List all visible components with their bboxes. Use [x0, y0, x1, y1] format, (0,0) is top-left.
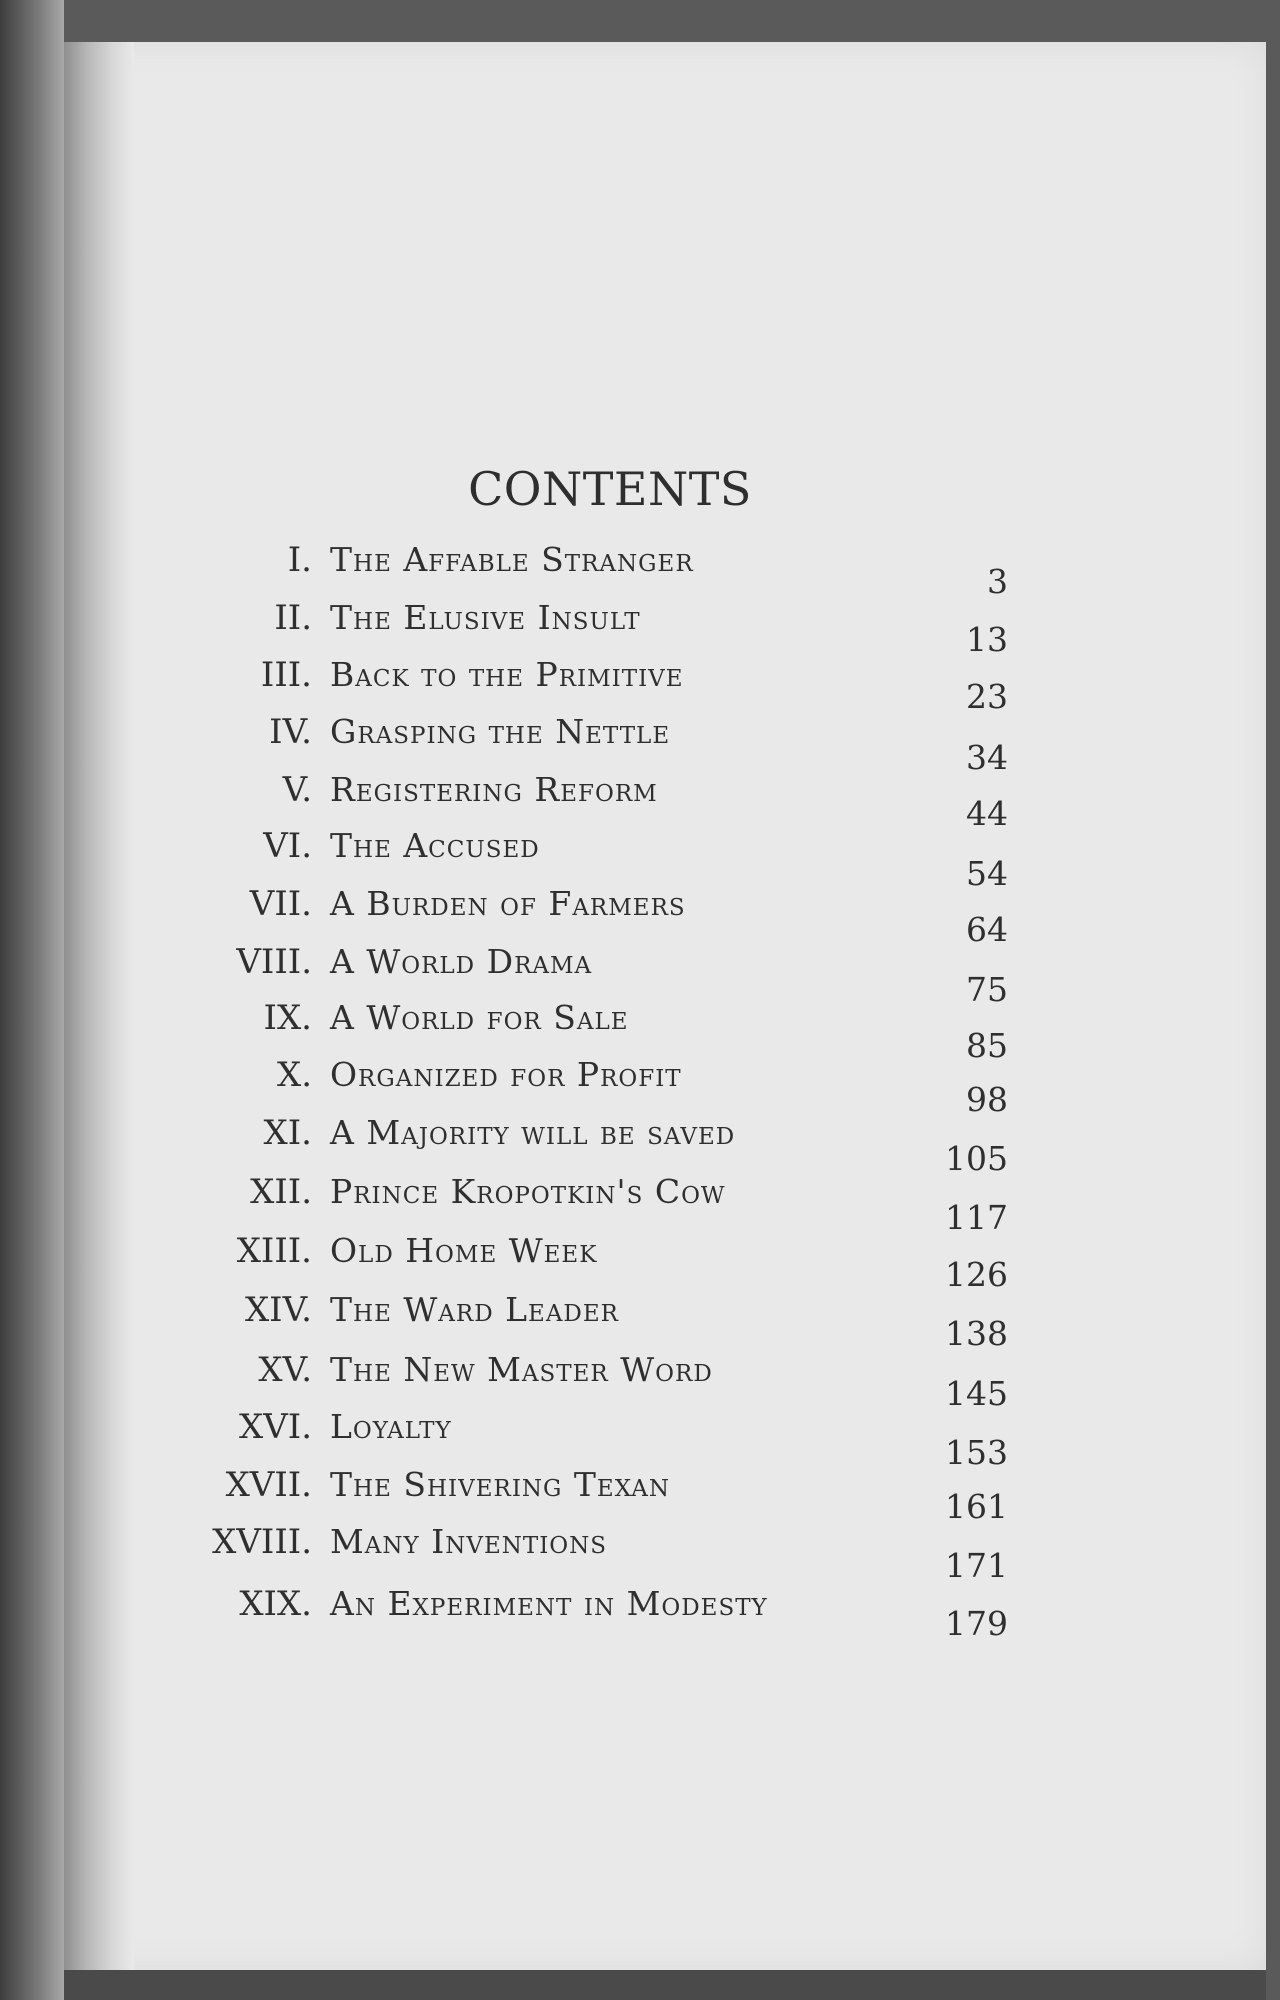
page-number: 23: [966, 677, 1008, 716]
chapter-numeral: VI.: [263, 826, 312, 866]
toc-entry[interactable]: [0, 1290, 1280, 1353]
chapter-numeral: VII.: [249, 884, 312, 924]
chapter-title: The New Master Word: [330, 1350, 713, 1389]
chapter-title: Registering Reform: [330, 770, 658, 809]
chapter-numeral: VIII.: [236, 942, 312, 982]
toc-entry[interactable]: [0, 826, 1280, 893]
chapter-numeral: III.: [260, 655, 312, 695]
page-number: 117: [945, 1198, 1008, 1237]
chapter-numeral: XII.: [250, 1172, 312, 1212]
chapter-numeral: XIX.: [239, 1584, 312, 1624]
toc-entry[interactable]: [0, 1584, 1280, 1644]
chapter-numeral: XIII.: [236, 1231, 312, 1271]
toc-entry[interactable]: [0, 1113, 1280, 1178]
chapter-title: A World Drama: [330, 942, 593, 981]
chapter-numeral: IX.: [263, 998, 312, 1038]
chapter-title: The Affable Stranger: [330, 540, 694, 579]
chapter-title: An Experiment in Modesty: [330, 1584, 768, 1623]
page-number: 153: [945, 1433, 1008, 1472]
page-number: 171: [945, 1546, 1008, 1585]
page-number: 54: [966, 854, 1008, 893]
toc-entry[interactable]: [0, 1055, 1280, 1119]
page-number: 138: [945, 1314, 1008, 1353]
chapter-numeral: XVIII.: [212, 1522, 312, 1562]
chapter-numeral: IV.: [269, 712, 312, 752]
page-number: 145: [945, 1374, 1008, 1413]
toc-entry[interactable]: [0, 942, 1280, 1009]
page-title: CONTENTS: [468, 462, 752, 516]
chapter-title: The Elusive Insult: [330, 598, 641, 637]
page-number: 98: [966, 1080, 1008, 1119]
page-number: 64: [966, 910, 1008, 949]
page-number: 75: [966, 970, 1008, 1009]
toc-entry[interactable]: [0, 540, 1280, 600]
chapter-title: Loyalty: [330, 1407, 452, 1446]
page-number: 44: [966, 794, 1008, 833]
chapter-numeral: II.: [274, 598, 312, 638]
page-number: 161: [945, 1487, 1008, 1526]
page-number: 3: [987, 562, 1008, 601]
chapter-numeral: I.: [287, 540, 312, 580]
page-number: 34: [966, 738, 1008, 777]
toc-entry[interactable]: [0, 1465, 1280, 1525]
chapter-title: The Ward Leader: [330, 1290, 619, 1329]
chapter-numeral: XI.: [263, 1113, 312, 1153]
page-number: 85: [966, 1026, 1008, 1065]
chapter-title: The Accused: [330, 826, 540, 865]
chapter-title: Grasping the Nettle: [330, 712, 671, 751]
chapter-numeral: XVII.: [225, 1465, 312, 1505]
toc-entry[interactable]: [0, 598, 1280, 658]
chapter-title: Organized for Profit: [330, 1055, 682, 1094]
chapter-numeral: XVI.: [239, 1407, 312, 1447]
chapter-title: A World for Sale: [330, 998, 629, 1037]
chapter-title: Prince Kropotkin's Cow: [330, 1172, 726, 1211]
toc-entry[interactable]: [0, 1231, 1280, 1294]
chapter-title: A Majority will be saved: [330, 1113, 736, 1152]
chapter-numeral: V.: [282, 770, 312, 810]
chapter-title: Many Inventions: [330, 1522, 608, 1561]
chapter-title: Back to the Primitive: [330, 655, 684, 694]
toc-entry[interactable]: [0, 655, 1280, 715]
page-number: 126: [945, 1255, 1008, 1294]
toc-entry[interactable]: [0, 1172, 1280, 1237]
chapter-title: The Shivering Texan: [330, 1465, 670, 1504]
toc-entry[interactable]: [0, 1522, 1280, 1585]
toc-entry[interactable]: [0, 1350, 1280, 1413]
chapter-numeral: X.: [276, 1055, 312, 1095]
page-number: 105: [945, 1139, 1008, 1178]
toc-entry[interactable]: [0, 998, 1280, 1065]
chapter-title: A Burden of Farmers: [330, 884, 686, 923]
toc-entry[interactable]: [0, 1407, 1280, 1472]
toc-entry[interactable]: [0, 770, 1280, 833]
chapter-title: Old Home Week: [330, 1231, 598, 1270]
page-number: 179: [945, 1604, 1008, 1643]
page-number: 13: [966, 620, 1008, 659]
chapter-numeral: XIV.: [244, 1290, 312, 1330]
chapter-numeral: XV.: [258, 1350, 312, 1390]
toc-entry[interactable]: [0, 884, 1280, 949]
toc-entry[interactable]: [0, 712, 1280, 777]
